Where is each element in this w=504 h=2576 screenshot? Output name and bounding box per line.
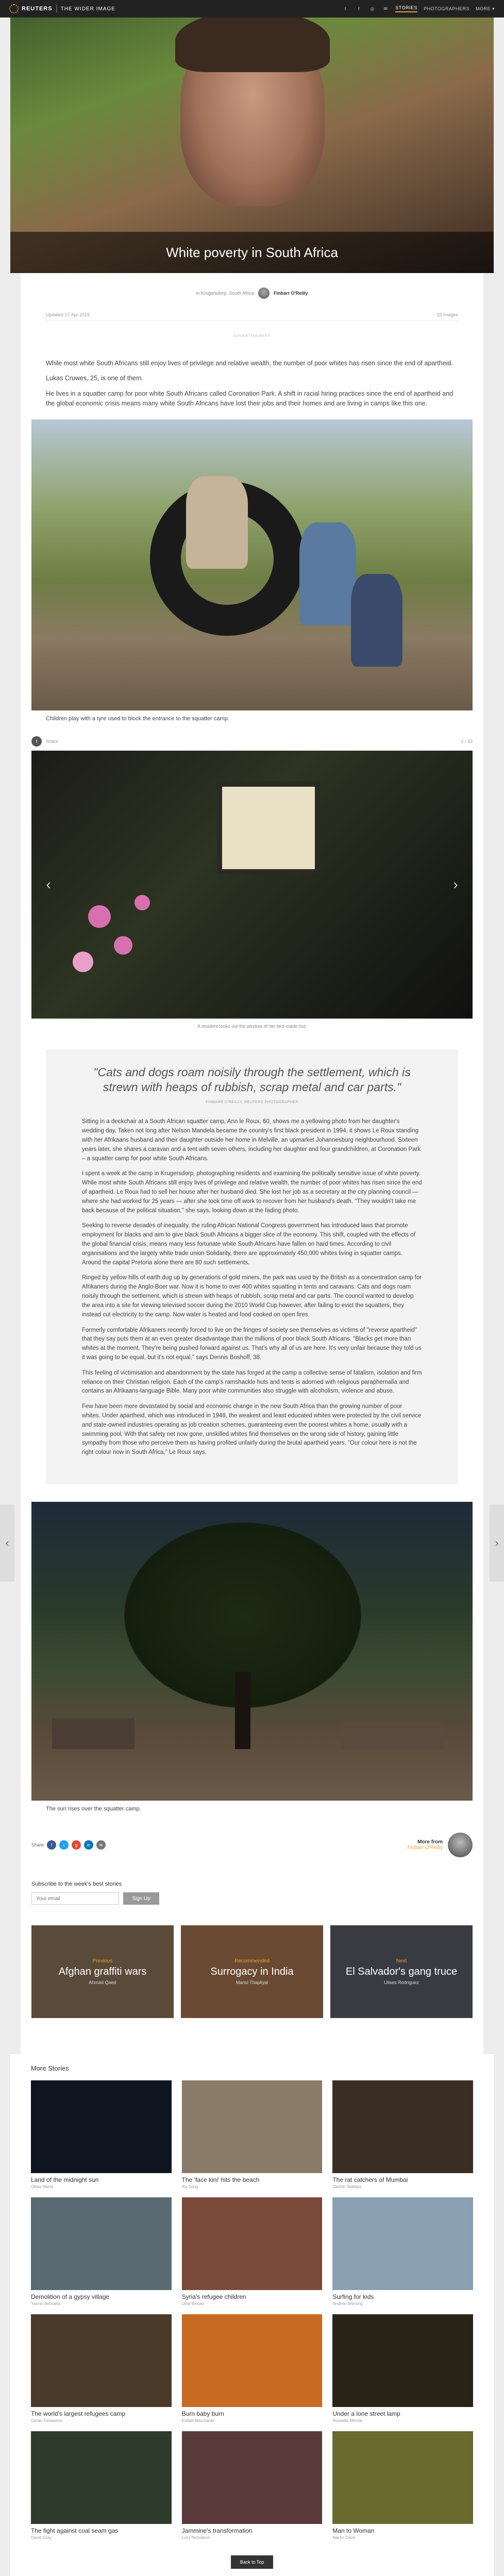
- story-title[interactable]: The fight against coal seam gas: [31, 2527, 119, 2535]
- slide-counter: 1 / 33: [461, 738, 473, 744]
- more-from-author[interactable]: [407, 1833, 473, 1857]
- top-navigation-bar: REUTERS | THE WIDER IMAGE t f ◎ ✉ STORIES PHOTOGRAPHERS MORE ▾: [0, 0, 504, 18]
- promo-card-recommended[interactable]: Recommended Surrogacy in India Mansi Thapliyal: [181, 1925, 323, 2018]
- linkedin-icon[interactable]: in: [84, 1840, 93, 1850]
- story-title[interactable]: The 'face kini' hits the beach: [181, 2176, 260, 2184]
- nav-more[interactable]: MORE ▾: [475, 6, 495, 11]
- author-avatar[interactable]: [258, 287, 270, 299]
- gallery-share-bar: [31, 732, 473, 751]
- author-name[interactable]: Finbarr O'Reilly: [273, 291, 308, 296]
- story-photographer: Rafael Marchante: [181, 2418, 214, 2424]
- story-paragraph: I spent a week at the camp in Krugersdorp, photographing residents and examining the politically sensitive issue of white poverty. While most white South Africans still enjoy lives of privilege and relative wealth, the number of poor whites has risen since the end of apartheid. Le Roux had to sell her house after her husband died. She lost her job as a secretary at the city planning council — where she had worked for 25 years — after she took time off work to recover from her husband's death. "They wouldn't take me back because of the political situation," she says, looking down at the fading photo.: [82, 1171, 422, 1214]
- story-card[interactable]: [182, 2080, 323, 2189]
- intro-paragraph: He lives in a squatter camp for poor white South Africans called Coronation Park. A shift in racial hiring practices since the end of apartheid and the global economic crisis means many white South Africans have lost their jobs and their homes and are living in camps like this one.: [46, 389, 453, 408]
- facebook-icon[interactable]: f: [47, 1840, 56, 1850]
- story-card[interactable]: [31, 2080, 172, 2189]
- quote-source: FINBARR O'REILLY, REUTERS PHOTOGRAPHER: [206, 1100, 298, 1105]
- story-thumbnail[interactable]: [31, 2431, 172, 2524]
- instagram-icon[interactable]: ◎: [370, 6, 375, 11]
- story-photographer: David Gray: [31, 2535, 52, 2540]
- share-text[interactable]: Share: [46, 738, 59, 744]
- section-title[interactable]: THE WIDER IMAGE: [60, 6, 115, 12]
- story-title[interactable]: Jammine's transformation: [181, 2527, 253, 2535]
- story-photographer: Aly Song: [181, 2184, 198, 2190]
- story-thumbnail[interactable]: [31, 2197, 172, 2290]
- story-thumbnail[interactable]: [182, 2197, 323, 2290]
- story-card[interactable]: [31, 2197, 172, 2306]
- story-photographer: Yannis Behrakis: [31, 2301, 61, 2307]
- email-input[interactable]: [31, 1892, 119, 1905]
- article-ending: [31, 1822, 473, 1868]
- story-text-box: [46, 1049, 458, 1485]
- subscribe-form: [31, 1873, 473, 1925]
- story-photographer: Goran Tomasevic: [31, 2418, 63, 2424]
- pull-quote: "Cats and dogs roam noisily through the settlement, which is strewn with heaps of rubbish, scrap metal and car parts.": [93, 1065, 411, 1094]
- byline-location: in Krugersdorp, South Africa: [196, 291, 254, 296]
- share-label: Share: [31, 1842, 44, 1848]
- slider-next-icon[interactable]: ›: [453, 876, 458, 892]
- promo-card-next[interactable]: Next El Salvador's gang truce Ulises Rodriguez: [330, 1925, 473, 2018]
- hero-title-bar: [10, 232, 494, 273]
- story-card[interactable]: [182, 2431, 323, 2540]
- story-card[interactable]: [182, 2314, 323, 2423]
- story-thumbnail[interactable]: [182, 2431, 323, 2524]
- story-card[interactable]: [182, 2197, 323, 2306]
- subscribe-title: Subscribe to the week's best stories: [31, 1881, 122, 1888]
- story-card[interactable]: [332, 2197, 473, 2306]
- more-from-name[interactable]: Finbarr O'Reilly: [407, 1845, 443, 1851]
- story-thumbnail[interactable]: [31, 2080, 172, 2173]
- story-title[interactable]: Land of the midnight sun: [31, 2176, 99, 2184]
- story-photographer: Lucy Nicholson: [181, 2535, 210, 2540]
- photo-caption: Children play with a tyre used to block the entrance to the squatter camp.: [46, 715, 229, 722]
- photo-slider[interactable]: [31, 751, 473, 1019]
- intro-paragraph: Lukas Cruwes, 25, is one of them.: [46, 375, 143, 382]
- stories-grid: [31, 2080, 473, 2540]
- story-thumbnail[interactable]: [332, 2080, 473, 2173]
- facebook-icon[interactable]: f: [358, 6, 360, 11]
- nav-photographers[interactable]: PHOTOGRAPHERS: [424, 6, 469, 11]
- story-thumbnail[interactable]: [332, 2431, 473, 2524]
- nav-stories[interactable]: STORIES: [395, 5, 417, 12]
- story-photographer: Andrew Winning: [332, 2301, 363, 2307]
- reuters-logo-icon: [9, 4, 19, 13]
- slider-prev-icon[interactable]: ‹: [46, 876, 51, 892]
- facebook-icon[interactable]: f: [31, 736, 42, 747]
- author-avatar[interactable]: [448, 1833, 473, 1857]
- page-title: White poverty in South Africa: [166, 244, 338, 260]
- more-stories-title: More Stories: [31, 2064, 69, 2073]
- more-from-label: More from: [417, 1839, 443, 1845]
- story-card[interactable]: [332, 2314, 473, 2423]
- story-paragraph: Few have been more devastated by social and economic change in the new South Africa than the growing number of poor whites. Under apartheid, which was introduced in 1948, the weakest and least educated whites were protected by the civil service and state-owned industries operating as job creation schemes, guaranteeing even the poorest whites a home, usually with a swimming pool. With that safety net now gone, unskilled whites find themselves on the wrong side of history, gaining little sympathy from those who perceive them as having profited unfairly during the brutal apartheid years. "Our colour here is not the right colour now in South Africa," Le Roux says.: [82, 1403, 422, 1456]
- story-title[interactable]: Demolition of a gypsy village: [31, 2293, 110, 2301]
- intro-text: [46, 359, 458, 409]
- story-card[interactable]: [332, 2431, 473, 2540]
- story-title[interactable]: Syria's refugee children: [181, 2293, 246, 2301]
- article-meta: [46, 309, 458, 321]
- share-icons: [31, 1840, 106, 1850]
- twitter-icon[interactable]: t: [344, 6, 346, 11]
- slide-caption: A resident looks out the window of her tent-made hut.: [197, 1023, 307, 1029]
- photo-caption: The sun rises over the squatter camp.: [46, 1806, 141, 1812]
- story-title[interactable]: Burn baby burn: [181, 2410, 224, 2418]
- story-thumbnail[interactable]: [31, 2314, 172, 2407]
- more-stories: [10, 2054, 494, 2576]
- window-image: [217, 782, 320, 874]
- hero-image: [10, 0, 494, 273]
- story-thumbnail[interactable]: [182, 2314, 323, 2407]
- top-nav-right: [342, 5, 495, 12]
- story-title[interactable]: Man to Woman: [332, 2527, 375, 2535]
- back-to-top-button[interactable]: Back to Top: [231, 2555, 274, 2569]
- promo-cards: [31, 1925, 473, 2039]
- story-title[interactable]: Under a lone street lamp: [332, 2410, 400, 2418]
- story-card[interactable]: [31, 2314, 172, 2423]
- story-paragraph: This feeling of victimisation and abandonment by the state has forged at the camp a collective sense of fatalism, isolation and firm reliance on their Christian religion. Each of the camp's ramshackle huts and tents is adorned with religious paraphernalia and contains an Afrikaans-language Bible. Many poor white communities also struggle with alcoholism, violence and abuse.: [82, 1369, 422, 1395]
- advertisement-label: ADVERTISEMENT: [233, 334, 271, 338]
- story-photographer: Danish Siddiqui: [332, 2184, 361, 2190]
- image-count: 33 images: [436, 312, 458, 317]
- next-story-icon[interactable]: ›: [490, 1504, 504, 1582]
- story-thumbnail[interactable]: [332, 2314, 473, 2407]
- story-paragraph: Sitting in a deckchair at a South African squatter camp, Ann le Roux, 60, shows me a yellowing photo from her daughter's wedding day. Taken not long after Nelson Mandela became the country's first black president in 1994, it shows Le Roux standing with her Afrikaans husband and their daughter outside her home in Melville, an upmarket Johannesburg neighbourhood. Sixteen years later, she shares a caravan and a tent with seven others, including her daughter and four grandchildren, at Coronation Park – a squatter camp for poor white South Africans.: [82, 1118, 421, 1162]
- story-photographer: Olivia Harris: [31, 2184, 54, 2190]
- email-icon[interactable]: ✉: [383, 6, 388, 11]
- sign-up-button[interactable]: Sign Up: [123, 1892, 159, 1905]
- google-icon[interactable]: g: [72, 1840, 81, 1850]
- story-photographer: Rossella Merola: [332, 2418, 362, 2424]
- prev-story-icon[interactable]: ‹: [0, 1504, 14, 1582]
- reuters-logo[interactable]: REUTERS: [9, 4, 53, 13]
- story-title[interactable]: The world's largest refugees camp: [31, 2410, 126, 2418]
- photo-children-tyre[interactable]: [31, 419, 473, 710]
- byline: [21, 283, 483, 309]
- story-thumbnail[interactable]: [332, 2197, 473, 2290]
- intro-paragraph: While most white South Africans still enjoy lives of privilege and relative wealth, the number of poor whites has risen since the end of apartheid.: [46, 360, 453, 367]
- story-photographer: Nacho Doce: [332, 2535, 356, 2540]
- twitter-icon[interactable]: t: [59, 1840, 69, 1850]
- story-card[interactable]: [31, 2431, 172, 2540]
- story-thumbnail[interactable]: [182, 2080, 323, 2173]
- updated-date: Updated 17 Apr 2015: [46, 312, 90, 317]
- story-title[interactable]: Surfing for kids: [332, 2293, 374, 2301]
- story-paragraph: Ringed by yellow hills of earth dug up by generations of gold miners, the park was used by the British as a concentration camp for Afrikaners during the Anglo-Boer war. Now it is home to over 400 whites squatting in tents and caravans. Cats and dogs roam noisily through the settlement, which is strewn with heaps of rubbish, scrap metal and car parts. The council wanted to develop the area into a site for viewing televised soccer during the 2010 World Cup however, after failing to evict the squatters, they instead cut electricity to the camp. Now water is heated and food cooked on open fires.: [82, 1275, 422, 1318]
- email-icon[interactable]: ✉: [96, 1840, 106, 1850]
- story-title[interactable]: The rat catchers of Mumbai: [332, 2176, 408, 2184]
- story-card[interactable]: [332, 2080, 473, 2189]
- article: [21, 273, 483, 2054]
- story-photographer: Umit Bektas: [181, 2301, 204, 2307]
- promo-card-previous[interactable]: Previous Afghan graffiti wars Ahmad Qaed: [31, 1925, 174, 2018]
- story-paragraph: Formerly comfortable Afrikaners recently forced to live on the fringes of society see themselves as victims of "reverse apartheid" that they say puts them at an even greater disadvantage than the millions of poor black South Africans. "Blacks get more than whites at the moment. They're being pushed forward against us. That's why all of us are here. It's very unfair because they told us it was going to be equal, but it's not equal," says Dennis Boshoff, 38.: [82, 1327, 422, 1361]
- story-paragraph: Seeking to reverse decades of inequality, the ruling African National Congress government has introduced laws that promote employment for blacks and aim to give black South Africans a bigger slice of the economy. This shift, coupled with the effects of the global financial crisis, means many less fortunate white South Africans have fallen on hard times. According to civil organisations and the largely white trade union Solidarity, there are approximately 450,000 whites living in squatter camps. Around the capital Pretoria alone there are 80 such settlements.: [82, 1223, 415, 1266]
- photo-sunrise-camp[interactable]: [31, 1502, 473, 1801]
